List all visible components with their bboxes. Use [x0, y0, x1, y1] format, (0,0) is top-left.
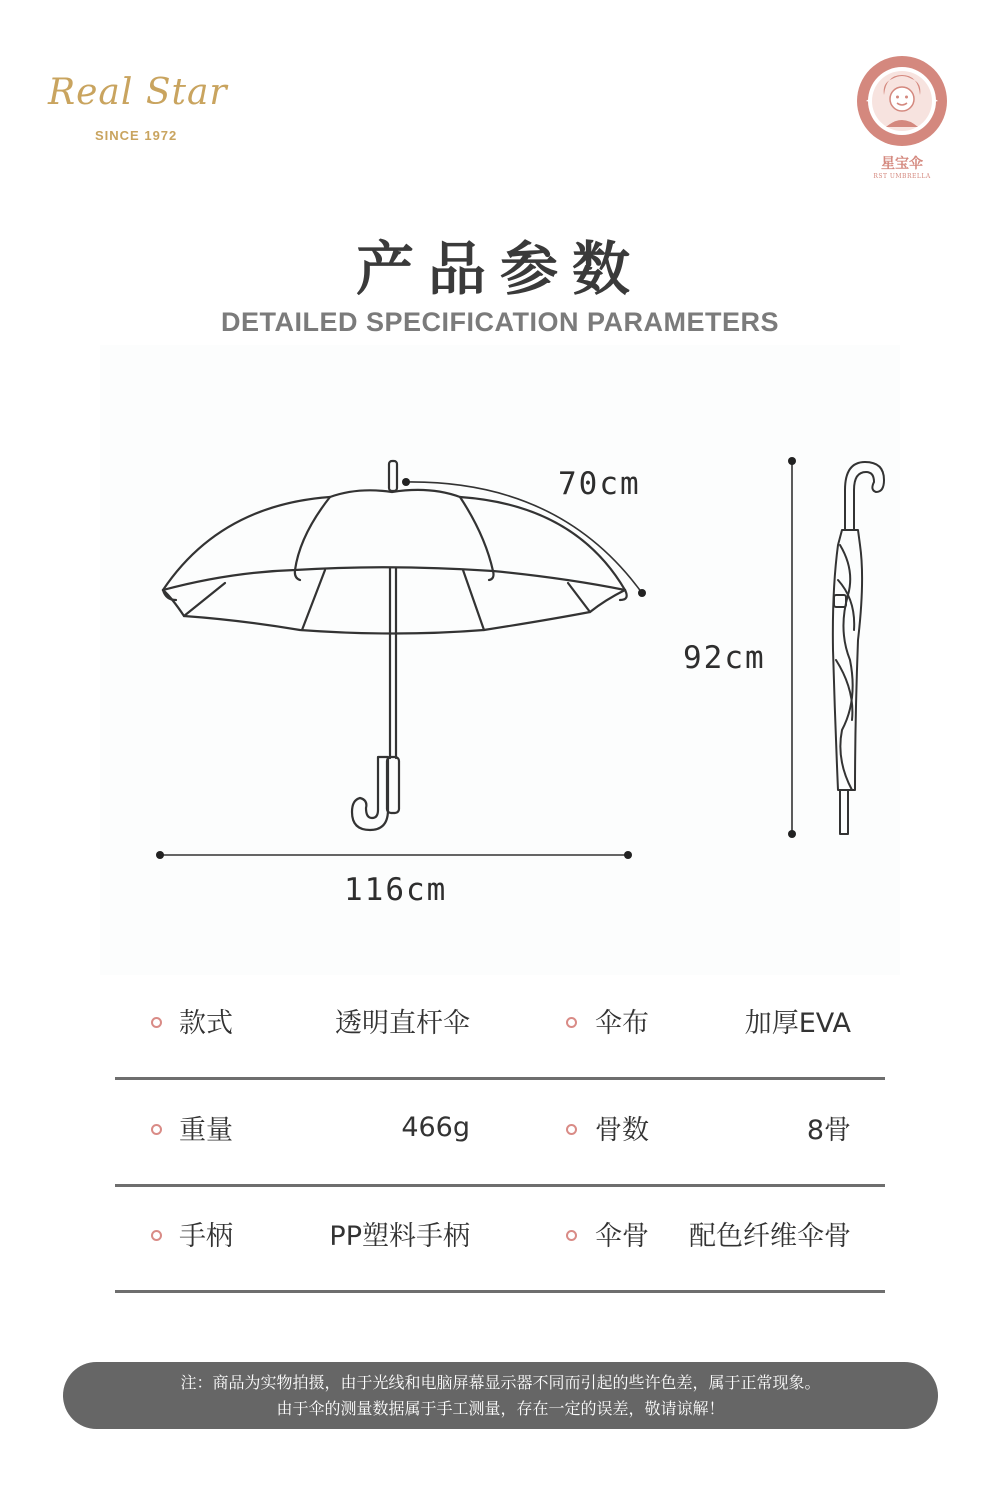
spec-value: PP塑料手柄	[329, 1220, 470, 1252]
spec-label: 伞骨	[595, 1220, 649, 1252]
spec-value: 466g	[401, 1111, 470, 1143]
note-line-2: 由于伞的测量数据属于手工测量，存在一定的误差，敬请谅解！	[276, 1399, 725, 1418]
bullet-icon	[566, 1230, 577, 1241]
spec-row	[115, 1183, 885, 1293]
bullet-icon	[151, 1230, 162, 1241]
bullet-icon	[151, 1017, 162, 1028]
note-line-1: 注：商品为实物拍摄，由于光线和电脑屏幕显示器不同而引起的些许色差，属于正常现象。	[180, 1373, 821, 1392]
bullet-icon	[151, 1124, 162, 1135]
spec-label: 骨数	[595, 1114, 649, 1146]
spec-label: 手柄	[179, 1220, 233, 1252]
spec-label: 款式	[179, 1007, 233, 1039]
badge-cn-label: 星宝伞	[881, 156, 923, 172]
spec-value: 加厚EVA	[744, 1007, 851, 1039]
bullet-icon	[566, 1124, 577, 1135]
rib-length-label: 70cm	[558, 466, 641, 502]
brand-name: Real Star	[48, 72, 228, 113]
brand-since: SINCE 1972	[95, 128, 178, 143]
disclaimer-note	[63, 1362, 938, 1429]
closed-length-label: 92cm	[683, 640, 766, 676]
spec-value: 透明直杆伞	[335, 1007, 470, 1039]
spec-value: 配色纤维伞骨	[689, 1220, 851, 1252]
open-diameter-label: 116cm	[344, 872, 448, 908]
spec-value: 8骨	[806, 1114, 851, 1146]
badge-en-label: RST UMBRELLA	[873, 173, 931, 180]
page-subtitle: DETAILED SPECIFICATION PARAMETERS	[220, 307, 780, 337]
closed-umbrella-icon	[833, 462, 884, 834]
spec-label: 伞布	[595, 1007, 649, 1039]
bullet-icon	[566, 1017, 577, 1028]
page-title: 产品参数	[355, 235, 644, 303]
spec-row	[115, 1077, 885, 1187]
spec-label: 重量	[179, 1114, 233, 1146]
spec-row	[115, 970, 885, 1080]
